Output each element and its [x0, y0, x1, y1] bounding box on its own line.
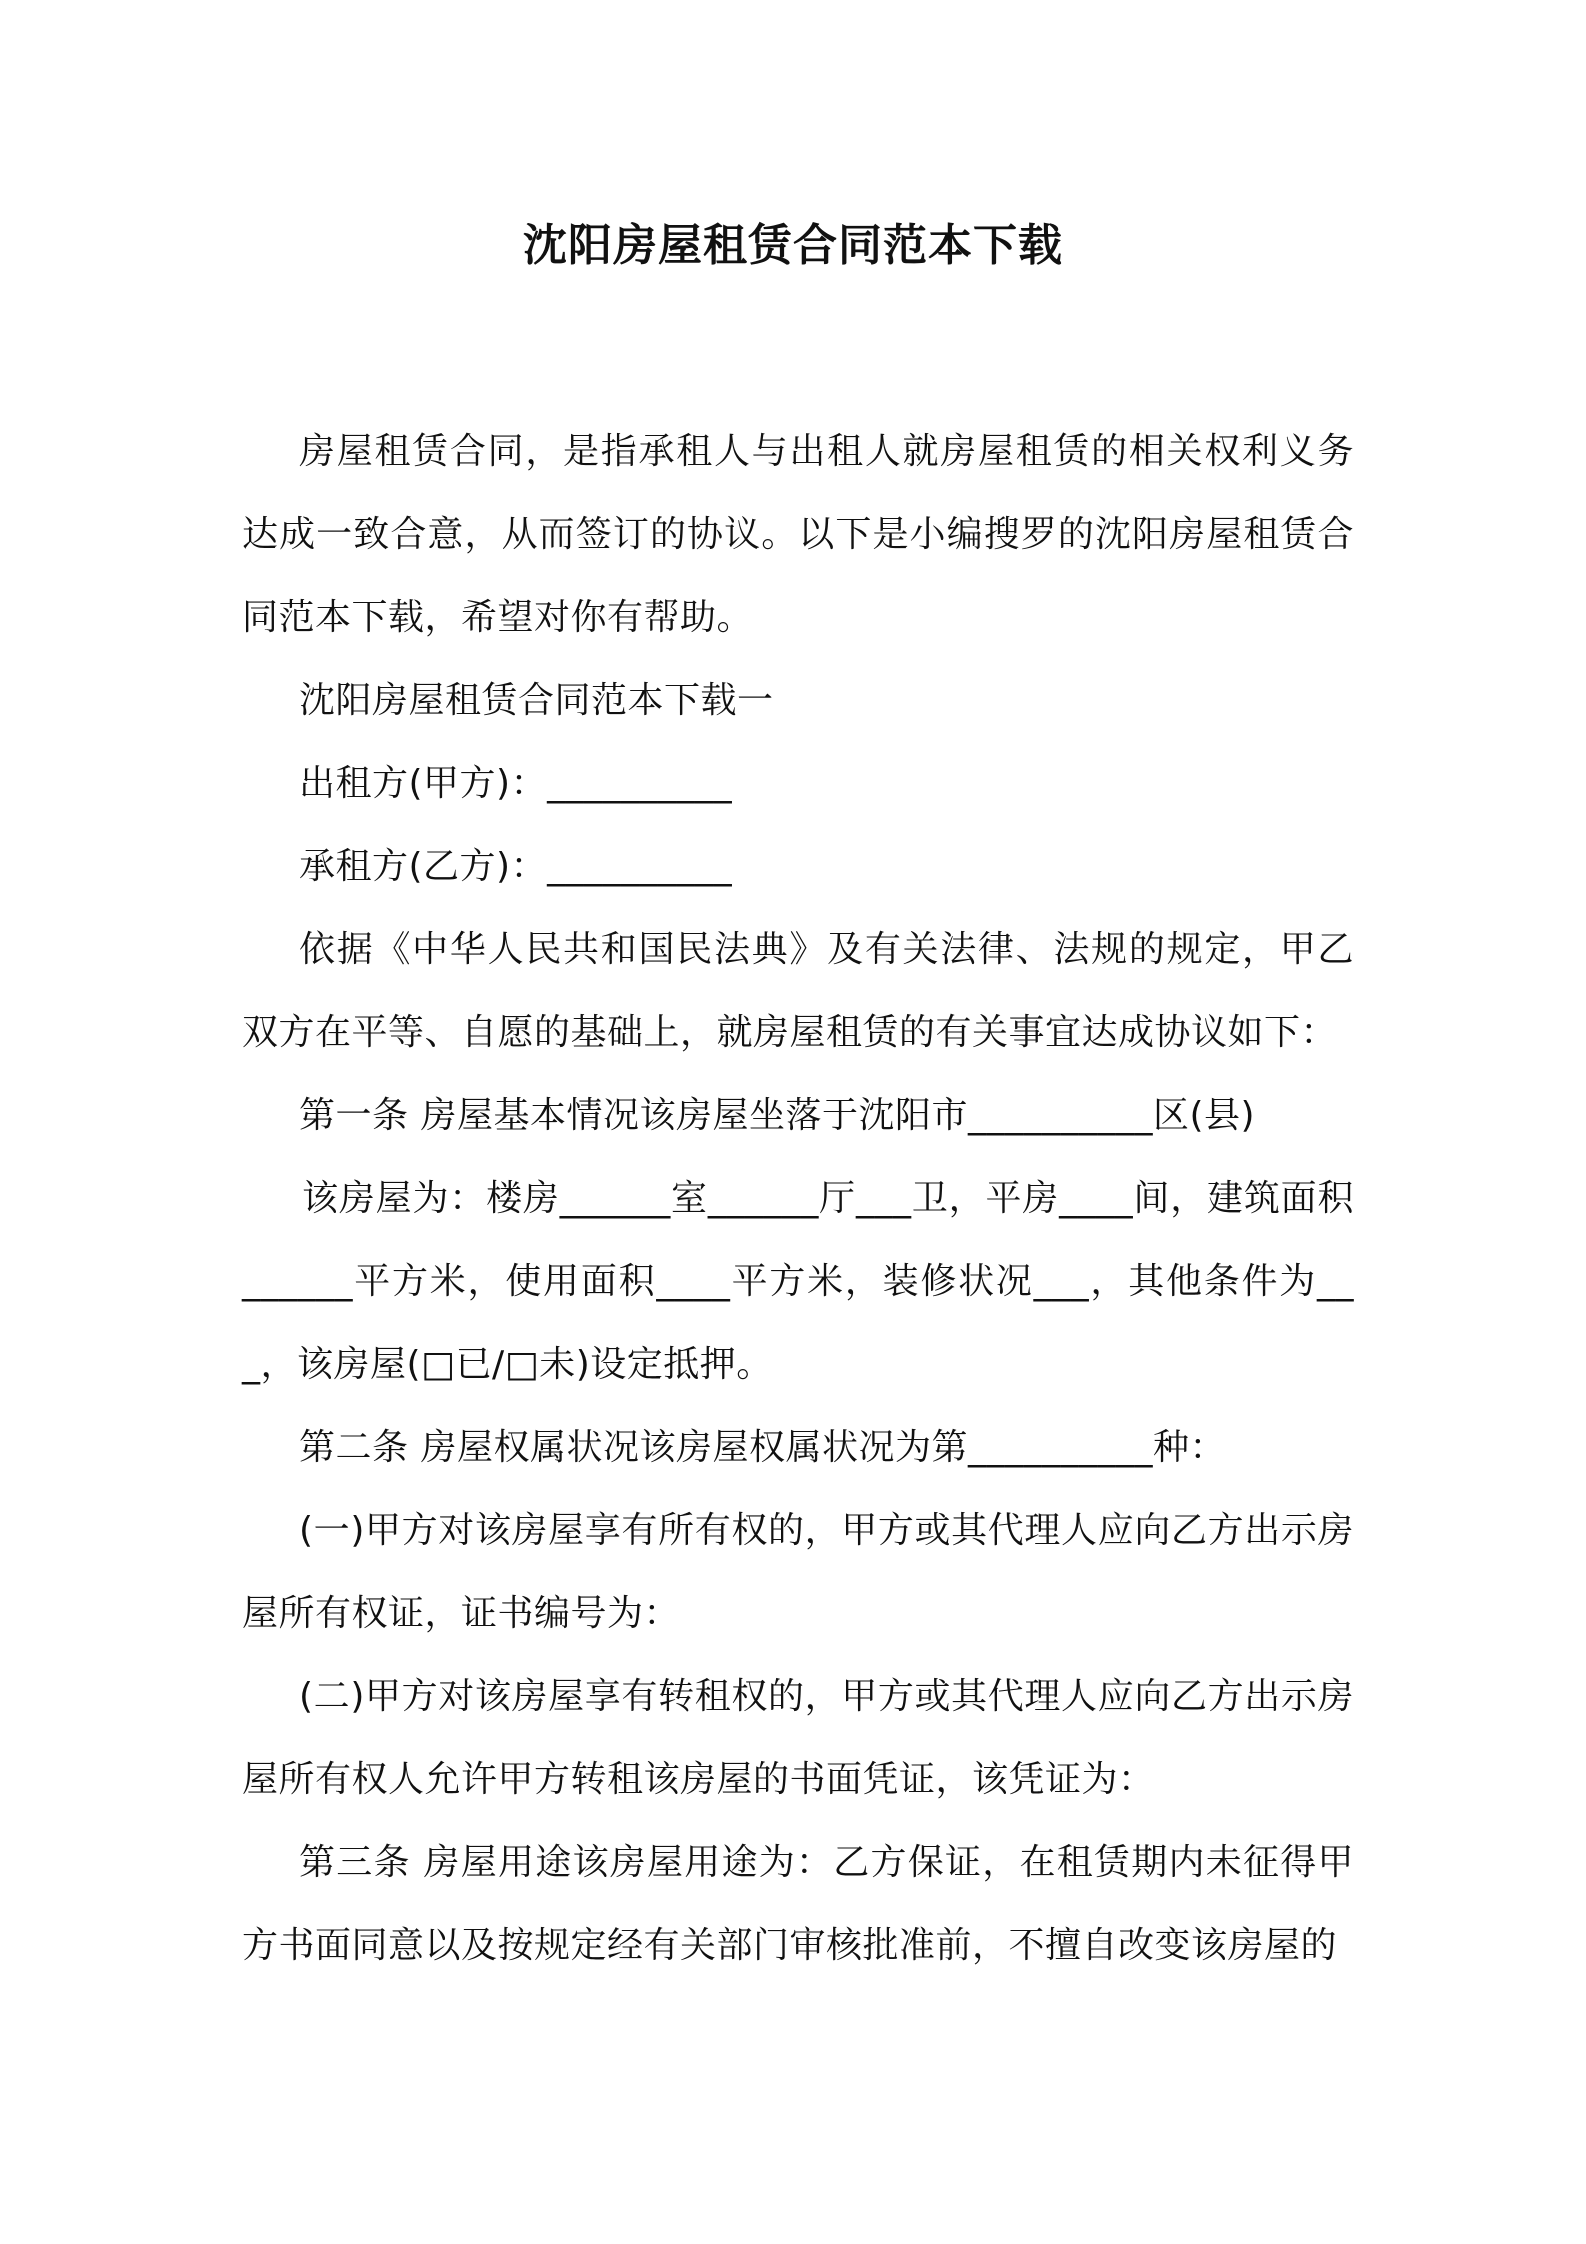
paragraph-house-details: 该房屋为：楼房______室______厅___卫，平房____间，建筑面积______平方米，使用面积____平方米，装修状况___，其他条件为___，该房屋(□已/□未)设定抵押。 — [242, 1178, 1354, 1385]
paragraph-article-2: 第二条 房屋权属状况该房屋权属状况为第__________种： — [299, 1427, 1226, 1468]
paragraph-article-3: 第三条 房屋用途该房屋用途为：乙方保证，在租赁期内未征得甲方书面同意以及按规定经有关部门审核批准前，不擅自改变该房屋的 — [242, 1842, 1354, 1966]
paragraph-ownership: (一)甲方对该房屋享有所有权的，甲方或其代理人应向乙方出示房屋所有权证，证书编号为： — [242, 1510, 1354, 1634]
paragraph-intro: 房屋租赁合同，是指承租人与出租人就房屋租赁的相关权利义务达成一致合意，从而签订的协议。以下是小编搜罗的沈阳房屋租赁合同范本下载，希望对你有帮助。 — [242, 431, 1354, 638]
paragraph-sublease: (二)甲方对该房屋享有转租权的，甲方或其代理人应向乙方出示房屋所有权人允许甲方转租该房屋的书面凭证，该凭证为： — [242, 1676, 1354, 1800]
paragraph-section-heading: 沈阳房屋租赁合同范本下载一 — [299, 680, 774, 721]
paragraph-article-1: 第一条 房屋基本情况该房屋坐落于沈阳市__________区(县) — [299, 1095, 1256, 1136]
paragraph-lessee: 承租方(乙方)：__________ — [299, 846, 733, 887]
document-body — [242, 410, 1354, 1987]
paragraph-lessor: 出租方(甲方)：__________ — [299, 763, 733, 804]
paragraph-legal-basis: 依据《中华人民共和国民法典》及有关法律、法规的规定，甲乙双方在平等、自愿的基础上，就房屋租赁的有关事宜达成协议如下： — [242, 929, 1354, 1053]
document-title: 沈阳房屋租赁合同范本下载 — [523, 220, 1063, 271]
